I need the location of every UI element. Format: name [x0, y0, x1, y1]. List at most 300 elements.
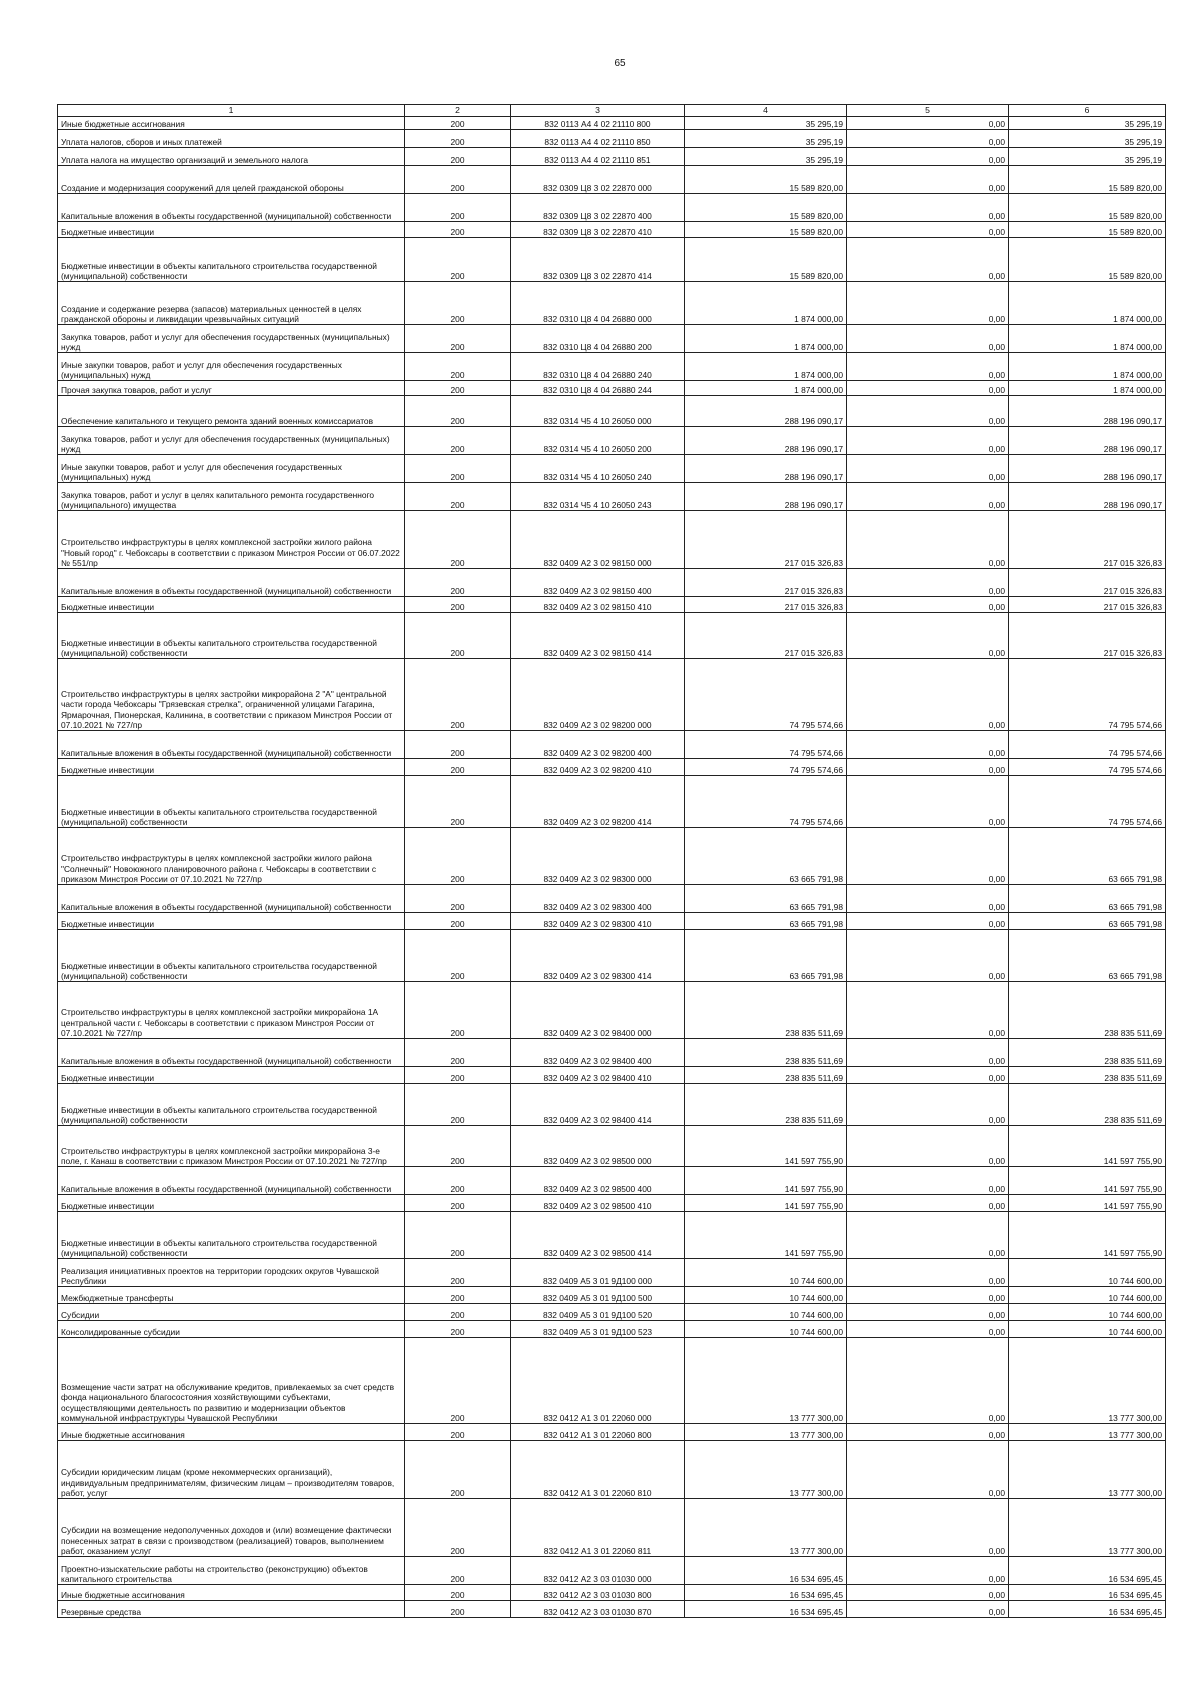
- table-row: [58, 1499, 1166, 1557]
- row-amount-col5: 0,00: [847, 913, 1009, 930]
- row-amount-col4: 217 015 326,83: [685, 613, 847, 659]
- row-code: 200: [405, 982, 511, 1039]
- row-amount-col6: 217 015 326,83: [1009, 511, 1166, 569]
- row-amount-col5: 0,00: [847, 659, 1009, 731]
- row-amount-col6: 141 597 755,90: [1009, 1167, 1166, 1195]
- row-amount-col4: 15 589 820,00: [685, 166, 847, 194]
- row-code: 200: [405, 1585, 511, 1601]
- table-row: [58, 1557, 1166, 1585]
- row-amount-col6: 16 534 695,45: [1009, 1557, 1166, 1585]
- row-code: 200: [405, 381, 511, 396]
- row-budget-code: 832 0409 А2 3 02 98500 414: [511, 1212, 685, 1259]
- table-row: [58, 1287, 1166, 1304]
- row-amount-col5: 0,00: [847, 930, 1009, 982]
- table-row: [58, 569, 1166, 597]
- row-amount-col6: 238 835 511,69: [1009, 1067, 1166, 1084]
- row-code: 200: [405, 1039, 511, 1067]
- row-amount-col5: 0,00: [847, 1338, 1009, 1424]
- table-row: [58, 282, 1166, 325]
- row-amount-col4: 63 665 791,98: [685, 930, 847, 982]
- column-header-1: 1: [58, 105, 405, 117]
- row-code: 200: [405, 1167, 511, 1195]
- row-budget-code: 832 0310 Ц8 4 04 26880 244: [511, 381, 685, 396]
- table-row: [58, 1212, 1166, 1259]
- row-budget-code: 832 0309 Ц8 3 02 22870 000: [511, 166, 685, 194]
- row-amount-col4: 288 196 090,17: [685, 396, 847, 427]
- row-amount-col6: 217 015 326,83: [1009, 597, 1166, 613]
- column-number-row: [58, 105, 1166, 117]
- column-header-4: 4: [685, 105, 847, 117]
- row-code: 200: [405, 130, 511, 148]
- column-header-5: 5: [847, 105, 1009, 117]
- row-amount-col5: 0,00: [847, 427, 1009, 455]
- row-name: Иные бюджетные ассигнования: [58, 117, 405, 130]
- row-amount-col5: 0,00: [847, 353, 1009, 381]
- row-name: Иные закупки товаров, работ и услуг для обеспечения государственных (муниципальных) нужд: [58, 455, 405, 483]
- row-name: Межбюджетные трансферты: [58, 1287, 405, 1304]
- row-amount-col6: 74 795 574,66: [1009, 731, 1166, 759]
- row-name: Бюджетные инвестиции: [58, 222, 405, 238]
- row-budget-code: 832 0409 А2 3 02 98500 400: [511, 1167, 685, 1195]
- table-row: [58, 1084, 1166, 1126]
- row-amount-col6: 13 777 300,00: [1009, 1338, 1166, 1424]
- row-budget-code: 832 0409 А2 3 02 98150 414: [511, 613, 685, 659]
- row-amount-col6: 63 665 791,98: [1009, 930, 1166, 982]
- row-name: Бюджетные инвестиции: [58, 913, 405, 930]
- row-amount-col6: 16 534 695,45: [1009, 1601, 1166, 1618]
- row-name: Закупка товаров, работ и услуг для обеспечения государственных (муниципальных) нужд: [58, 325, 405, 353]
- row-amount-col6: 74 795 574,66: [1009, 759, 1166, 776]
- row-amount-col4: 35 295,19: [685, 130, 847, 148]
- row-code: 200: [405, 885, 511, 913]
- row-amount-col5: 0,00: [847, 1499, 1009, 1557]
- row-amount-col4: 63 665 791,98: [685, 913, 847, 930]
- row-amount-col6: 288 196 090,17: [1009, 483, 1166, 511]
- row-code: 200: [405, 1287, 511, 1304]
- row-budget-code: 832 0409 А2 3 02 98400 400: [511, 1039, 685, 1067]
- table-row: [58, 1195, 1166, 1212]
- row-amount-col5: 0,00: [847, 381, 1009, 396]
- row-budget-code: 832 0409 А2 3 02 98200 410: [511, 759, 685, 776]
- row-name: Проектно-изыскательские работы на строительство (реконструкцию) объектов капитального строительства: [58, 1557, 405, 1585]
- row-name: Резервные средства: [58, 1601, 405, 1618]
- row-code: 200: [405, 597, 511, 613]
- row-name: Прочая закупка товаров, работ и услуг: [58, 381, 405, 396]
- row-name: Капитальные вложения в объекты государственной (муниципальной) собственности: [58, 569, 405, 597]
- row-budget-code: 832 0412 А1 3 01 22060 810: [511, 1441, 685, 1499]
- row-budget-code: 832 0409 А2 3 02 98300 414: [511, 930, 685, 982]
- table-row: [58, 130, 1166, 148]
- row-budget-code: 832 0113 А4 4 02 21110 851: [511, 148, 685, 166]
- row-amount-col4: 238 835 511,69: [685, 1084, 847, 1126]
- row-amount-col5: 0,00: [847, 325, 1009, 353]
- table-row: [58, 1321, 1166, 1338]
- row-amount-col5: 0,00: [847, 597, 1009, 613]
- row-budget-code: 832 0314 Ч5 4 10 26050 240: [511, 455, 685, 483]
- row-amount-col4: 35 295,19: [685, 148, 847, 166]
- row-amount-col4: 13 777 300,00: [685, 1441, 847, 1499]
- row-name: Бюджетные инвестиции: [58, 1195, 405, 1212]
- row-amount-col6: 10 744 600,00: [1009, 1287, 1166, 1304]
- row-amount-col6: 238 835 511,69: [1009, 1039, 1166, 1067]
- table-row: [58, 1126, 1166, 1167]
- row-amount-col4: 238 835 511,69: [685, 982, 847, 1039]
- row-budget-code: 832 0314 Ч5 4 10 26050 000: [511, 396, 685, 427]
- row-amount-col5: 0,00: [847, 1304, 1009, 1321]
- row-name: Капитальные вложения в объекты государственной (муниципальной) собственности: [58, 194, 405, 222]
- row-code: 200: [405, 1126, 511, 1167]
- row-amount-col4: 13 777 300,00: [685, 1499, 847, 1557]
- row-amount-col6: 141 597 755,90: [1009, 1212, 1166, 1259]
- table-row: [58, 759, 1166, 776]
- row-amount-col6: 15 589 820,00: [1009, 166, 1166, 194]
- row-amount-col6: 141 597 755,90: [1009, 1195, 1166, 1212]
- row-amount-col6: 288 196 090,17: [1009, 396, 1166, 427]
- row-code: 200: [405, 511, 511, 569]
- row-name: Субсидии: [58, 1304, 405, 1321]
- table-row: [58, 194, 1166, 222]
- row-amount-col4: 10 744 600,00: [685, 1304, 847, 1321]
- row-name: Уплата налогов, сборов и иных платежей: [58, 130, 405, 148]
- column-header-3: 3: [511, 105, 685, 117]
- row-code: 200: [405, 427, 511, 455]
- row-name: Строительство инфраструктуры в целях комплексной застройки жилого района "Солнечный" Новоюжного планировочного района г. Чебоксары в соответствии с приказом Минстроя России от 07.10.2021 № 727/пр: [58, 828, 405, 885]
- row-amount-col5: 0,00: [847, 1585, 1009, 1601]
- row-amount-col4: 1 874 000,00: [685, 381, 847, 396]
- row-amount-col6: 35 295,19: [1009, 117, 1166, 130]
- table-row: [58, 1167, 1166, 1195]
- row-amount-col4: 1 874 000,00: [685, 325, 847, 353]
- row-amount-col5: 0,00: [847, 828, 1009, 885]
- row-code: 200: [405, 325, 511, 353]
- row-amount-col5: 0,00: [847, 238, 1009, 282]
- row-amount-col4: 288 196 090,17: [685, 483, 847, 511]
- table-row: [58, 613, 1166, 659]
- row-budget-code: 832 0314 Ч5 4 10 26050 200: [511, 427, 685, 455]
- row-code: 200: [405, 1212, 511, 1259]
- row-amount-col4: 141 597 755,90: [685, 1167, 847, 1195]
- row-amount-col5: 0,00: [847, 148, 1009, 166]
- row-name: Субсидии на возмещение недополученных доходов и (или) возмещение фактически понесенных затрат в связи с производством (реализацией) товаров, выполнением работ, оказанием услуг: [58, 1499, 405, 1557]
- row-name: Капитальные вложения в объекты государственной (муниципальной) собственности: [58, 1039, 405, 1067]
- row-amount-col5: 0,00: [847, 396, 1009, 427]
- row-amount-col5: 0,00: [847, 759, 1009, 776]
- row-name: Бюджетные инвестиции в объекты капитального строительства государственной (муниципальной) собственности: [58, 613, 405, 659]
- row-budget-code: 832 0309 Ц8 3 02 22870 414: [511, 238, 685, 282]
- row-code: 200: [405, 194, 511, 222]
- row-amount-col5: 0,00: [847, 1084, 1009, 1126]
- row-amount-col5: 0,00: [847, 1259, 1009, 1287]
- row-amount-col6: 35 295,19: [1009, 130, 1166, 148]
- row-amount-col6: 16 534 695,45: [1009, 1585, 1166, 1601]
- row-amount-col5: 0,00: [847, 885, 1009, 913]
- row-name: Иные бюджетные ассигнования: [58, 1585, 405, 1601]
- row-amount-col5: 0,00: [847, 222, 1009, 238]
- row-amount-col4: 10 744 600,00: [685, 1287, 847, 1304]
- row-name: Бюджетные инвестиции в объекты капитального строительства государственной (муниципальной) собственности: [58, 238, 405, 282]
- row-code: 200: [405, 1424, 511, 1441]
- row-name: Капитальные вложения в объекты государственной (муниципальной) собственности: [58, 885, 405, 913]
- row-amount-col6: 238 835 511,69: [1009, 982, 1166, 1039]
- row-amount-col4: 15 589 820,00: [685, 222, 847, 238]
- row-name: Бюджетные инвестиции в объекты капитального строительства государственной (муниципальной) собственности: [58, 776, 405, 828]
- row-name: Уплата налога на имущество организаций и земельного налога: [58, 148, 405, 166]
- row-amount-col6: 1 874 000,00: [1009, 353, 1166, 381]
- table-row: [58, 511, 1166, 569]
- table-row: [58, 885, 1166, 913]
- row-budget-code: 832 0412 А1 3 01 22060 000: [511, 1338, 685, 1424]
- row-budget-code: 832 0409 А5 3 01 9Д100 520: [511, 1304, 685, 1321]
- row-amount-col6: 13 777 300,00: [1009, 1424, 1166, 1441]
- row-amount-col5: 0,00: [847, 1287, 1009, 1304]
- row-budget-code: 832 0409 А2 3 02 98150 000: [511, 511, 685, 569]
- row-code: 200: [405, 1067, 511, 1084]
- row-code: 200: [405, 148, 511, 166]
- row-amount-col5: 0,00: [847, 1441, 1009, 1499]
- row-code: 200: [405, 930, 511, 982]
- row-amount-col4: 63 665 791,98: [685, 828, 847, 885]
- row-amount-col4: 217 015 326,83: [685, 597, 847, 613]
- row-code: 200: [405, 353, 511, 381]
- row-amount-col5: 0,00: [847, 982, 1009, 1039]
- table-row: [58, 930, 1166, 982]
- row-amount-col5: 0,00: [847, 483, 1009, 511]
- row-amount-col4: 10 744 600,00: [685, 1321, 847, 1338]
- row-amount-col4: 217 015 326,83: [685, 511, 847, 569]
- table-row: [58, 1424, 1166, 1441]
- row-amount-col4: 63 665 791,98: [685, 885, 847, 913]
- row-budget-code: 832 0412 А1 3 01 22060 800: [511, 1424, 685, 1441]
- row-budget-code: 832 0409 А5 3 01 9Д100 523: [511, 1321, 685, 1338]
- row-code: 200: [405, 222, 511, 238]
- table-row: [58, 1338, 1166, 1424]
- row-amount-col5: 0,00: [847, 613, 1009, 659]
- row-amount-col6: 35 295,19: [1009, 148, 1166, 166]
- row-budget-code: 832 0113 А4 4 02 21110 850: [511, 130, 685, 148]
- row-budget-code: 832 0412 А2 3 03 01030 800: [511, 1585, 685, 1601]
- row-amount-col5: 0,00: [847, 776, 1009, 828]
- row-amount-col4: 13 777 300,00: [685, 1424, 847, 1441]
- row-amount-col4: 1 874 000,00: [685, 353, 847, 381]
- row-code: 200: [405, 1499, 511, 1557]
- column-header-2: 2: [405, 105, 511, 117]
- row-name: Создание и содержание резерва (запасов) материальных ценностей в целях гражданской обороны и ликвидации чрезвычайных ситуаций: [58, 282, 405, 325]
- table-row: [58, 166, 1166, 194]
- row-code: 200: [405, 483, 511, 511]
- row-amount-col4: 238 835 511,69: [685, 1067, 847, 1084]
- row-name: Капитальные вложения в объекты государственной (муниципальной) собственности: [58, 731, 405, 759]
- row-amount-col4: 74 795 574,66: [685, 759, 847, 776]
- row-code: 200: [405, 759, 511, 776]
- row-amount-col4: 15 589 820,00: [685, 194, 847, 222]
- table-row: [58, 1601, 1166, 1618]
- row-amount-col6: 1 874 000,00: [1009, 381, 1166, 396]
- table-row: [58, 1304, 1166, 1321]
- table-row: [58, 659, 1166, 731]
- row-budget-code: 832 0309 Ц8 3 02 22870 410: [511, 222, 685, 238]
- row-amount-col4: 13 777 300,00: [685, 1338, 847, 1424]
- row-code: 200: [405, 1321, 511, 1338]
- row-name: Строительство инфраструктуры в целях комплексной застройки микрорайона 1А центральной части г. Чебоксары в соответствии с приказом Минстроя России от 07.10.2021 № 727/пр: [58, 982, 405, 1039]
- row-code: 200: [405, 659, 511, 731]
- table-row: [58, 238, 1166, 282]
- row-code: 200: [405, 238, 511, 282]
- row-amount-col4: 238 835 511,69: [685, 1039, 847, 1067]
- row-amount-col6: 63 665 791,98: [1009, 828, 1166, 885]
- row-amount-col4: 141 597 755,90: [685, 1126, 847, 1167]
- row-amount-col6: 13 777 300,00: [1009, 1499, 1166, 1557]
- row-amount-col4: 10 744 600,00: [685, 1259, 847, 1287]
- row-amount-col4: 15 589 820,00: [685, 238, 847, 282]
- row-budget-code: 832 0113 А4 4 02 21110 800: [511, 117, 685, 130]
- table-row: [58, 455, 1166, 483]
- row-amount-col6: 288 196 090,17: [1009, 427, 1166, 455]
- row-amount-col5: 0,00: [847, 569, 1009, 597]
- row-amount-col6: 63 665 791,98: [1009, 885, 1166, 913]
- row-budget-code: 832 0314 Ч5 4 10 26050 243: [511, 483, 685, 511]
- row-name: Реализация инициативных проектов на территории городских округов Чувашской Республики: [58, 1259, 405, 1287]
- table-row: [58, 828, 1166, 885]
- table-row: [58, 117, 1166, 130]
- row-code: 200: [405, 1259, 511, 1287]
- row-budget-code: 832 0409 А5 3 01 9Д100 500: [511, 1287, 685, 1304]
- row-amount-col6: 15 589 820,00: [1009, 194, 1166, 222]
- page-number: 65: [614, 58, 626, 69]
- row-code: 200: [405, 396, 511, 427]
- table-row: [58, 483, 1166, 511]
- row-amount-col5: 0,00: [847, 1601, 1009, 1618]
- row-code: 200: [405, 613, 511, 659]
- row-budget-code: 832 0409 А2 3 02 98500 410: [511, 1195, 685, 1212]
- row-budget-code: 832 0409 А2 3 02 98400 000: [511, 982, 685, 1039]
- row-amount-col4: 288 196 090,17: [685, 427, 847, 455]
- row-amount-col6: 217 015 326,83: [1009, 569, 1166, 597]
- row-budget-code: 832 0409 А2 3 02 98500 000: [511, 1126, 685, 1167]
- row-amount-col6: 1 874 000,00: [1009, 282, 1166, 325]
- row-budget-code: 832 0409 А2 3 02 98150 400: [511, 569, 685, 597]
- row-code: 200: [405, 455, 511, 483]
- row-name: Бюджетные инвестиции: [58, 759, 405, 776]
- row-budget-code: 832 0409 А2 3 02 98200 000: [511, 659, 685, 731]
- row-budget-code: 832 0310 Ц8 4 04 26880 200: [511, 325, 685, 353]
- row-amount-col4: 16 534 695,45: [685, 1585, 847, 1601]
- row-amount-col6: 63 665 791,98: [1009, 913, 1166, 930]
- row-code: 200: [405, 913, 511, 930]
- table-row: [58, 1441, 1166, 1499]
- row-name: Иные бюджетные ассигнования: [58, 1424, 405, 1441]
- row-budget-code: 832 0409 А2 3 02 98200 400: [511, 731, 685, 759]
- row-amount-col4: 74 795 574,66: [685, 659, 847, 731]
- row-budget-code: 832 0310 Ц8 4 04 26880 240: [511, 353, 685, 381]
- row-name: Бюджетные инвестиции в объекты капитального строительства государственной (муниципальной) собственности: [58, 930, 405, 982]
- row-budget-code: 832 0409 А2 3 02 98400 410: [511, 1067, 685, 1084]
- row-name: Бюджетные инвестиции: [58, 597, 405, 613]
- row-name: Закупка товаров, работ и услуг в целях капитального ремонта государственного (муниципального) имущества: [58, 483, 405, 511]
- row-amount-col4: 141 597 755,90: [685, 1212, 847, 1259]
- row-amount-col6: 1 874 000,00: [1009, 325, 1166, 353]
- row-code: 200: [405, 731, 511, 759]
- row-amount-col5: 0,00: [847, 1067, 1009, 1084]
- table-row: [58, 982, 1166, 1039]
- row-budget-code: 832 0309 Ц8 3 02 22870 400: [511, 194, 685, 222]
- row-amount-col5: 0,00: [847, 194, 1009, 222]
- row-amount-col5: 0,00: [847, 731, 1009, 759]
- row-name: Бюджетные инвестиции в объекты капитального строительства государственной (муниципальной) собственности: [58, 1212, 405, 1259]
- row-amount-col5: 0,00: [847, 1424, 1009, 1441]
- row-budget-code: 832 0310 Ц8 4 04 26880 000: [511, 282, 685, 325]
- table-row: [58, 427, 1166, 455]
- table-body: [58, 117, 1166, 1618]
- row-name: Бюджетные инвестиции: [58, 1067, 405, 1084]
- row-amount-col6: 74 795 574,66: [1009, 776, 1166, 828]
- row-amount-col4: 1 874 000,00: [685, 282, 847, 325]
- row-amount-col6: 15 589 820,00: [1009, 222, 1166, 238]
- row-code: 200: [405, 1441, 511, 1499]
- table-row: [58, 776, 1166, 828]
- budget-table: [57, 104, 1166, 1618]
- row-amount-col6: 13 777 300,00: [1009, 1441, 1166, 1499]
- row-amount-col6: 10 744 600,00: [1009, 1304, 1166, 1321]
- row-amount-col5: 0,00: [847, 1195, 1009, 1212]
- row-code: 200: [405, 166, 511, 194]
- row-budget-code: 832 0409 А2 3 02 98400 414: [511, 1084, 685, 1126]
- row-name: Строительство инфраструктуры в целях комплексной застройки микрорайона 3-е поле, г. Канаш в соответствии с приказом Минстроя России от 07.10.2021 № 727/пр: [58, 1126, 405, 1167]
- row-amount-col6: 217 015 326,83: [1009, 613, 1166, 659]
- row-amount-col6: 10 744 600,00: [1009, 1321, 1166, 1338]
- row-budget-code: 832 0409 А2 3 02 98200 414: [511, 776, 685, 828]
- row-amount-col4: 74 795 574,66: [685, 731, 847, 759]
- table-row: [58, 1067, 1166, 1084]
- row-amount-col4: 217 015 326,83: [685, 569, 847, 597]
- row-name: Обеспечение капитального и текущего ремонта зданий военных комиссариатов: [58, 396, 405, 427]
- table-row: [58, 381, 1166, 396]
- row-amount-col4: 16 534 695,45: [685, 1601, 847, 1618]
- table-row: [58, 148, 1166, 166]
- row-name: Иные закупки товаров, работ и услуг для обеспечения государственных (муниципальных) нужд: [58, 353, 405, 381]
- row-name: Строительство инфраструктуры в целях застройки микрорайона 2 "А" центральной части города Чебоксары "Грязевская стрелка", ограниченной улицами Гагарина, Ярмарочная, Пионерская, Калинина, в соответствии с приказом Минстроя России от 07.10.2021 № 727/пр: [58, 659, 405, 731]
- row-name: Бюджетные инвестиции в объекты капитального строительства государственной (муниципальной) собственности: [58, 1084, 405, 1126]
- row-code: 200: [405, 828, 511, 885]
- table-row: [58, 1585, 1166, 1601]
- row-code: 200: [405, 1195, 511, 1212]
- table-row: [58, 1039, 1166, 1067]
- row-amount-col6: 141 597 755,90: [1009, 1126, 1166, 1167]
- table-row: [58, 597, 1166, 613]
- row-code: 200: [405, 569, 511, 597]
- row-code: 200: [405, 1601, 511, 1618]
- row-amount-col5: 0,00: [847, 282, 1009, 325]
- row-amount-col5: 0,00: [847, 1039, 1009, 1067]
- row-code: 200: [405, 1304, 511, 1321]
- row-amount-col6: 74 795 574,66: [1009, 659, 1166, 731]
- row-budget-code: 832 0409 А2 3 02 98150 410: [511, 597, 685, 613]
- row-amount-col4: 16 534 695,45: [685, 1557, 847, 1585]
- table-row: [58, 1259, 1166, 1287]
- row-amount-col4: 74 795 574,66: [685, 776, 847, 828]
- row-amount-col5: 0,00: [847, 1167, 1009, 1195]
- table-row: [58, 353, 1166, 381]
- row-name: Создание и модернизация сооружений для целей гражданской обороны: [58, 166, 405, 194]
- row-budget-code: 832 0412 А2 3 03 01030 000: [511, 1557, 685, 1585]
- row-amount-col6: 288 196 090,17: [1009, 455, 1166, 483]
- row-amount-col4: 141 597 755,90: [685, 1195, 847, 1212]
- row-amount-col5: 0,00: [847, 1126, 1009, 1167]
- row-amount-col5: 0,00: [847, 166, 1009, 194]
- row-budget-code: 832 0412 А1 3 01 22060 811: [511, 1499, 685, 1557]
- row-name: Консолидированные субсидии: [58, 1321, 405, 1338]
- row-amount-col4: 35 295,19: [685, 117, 847, 130]
- row-amount-col6: 15 589 820,00: [1009, 238, 1166, 282]
